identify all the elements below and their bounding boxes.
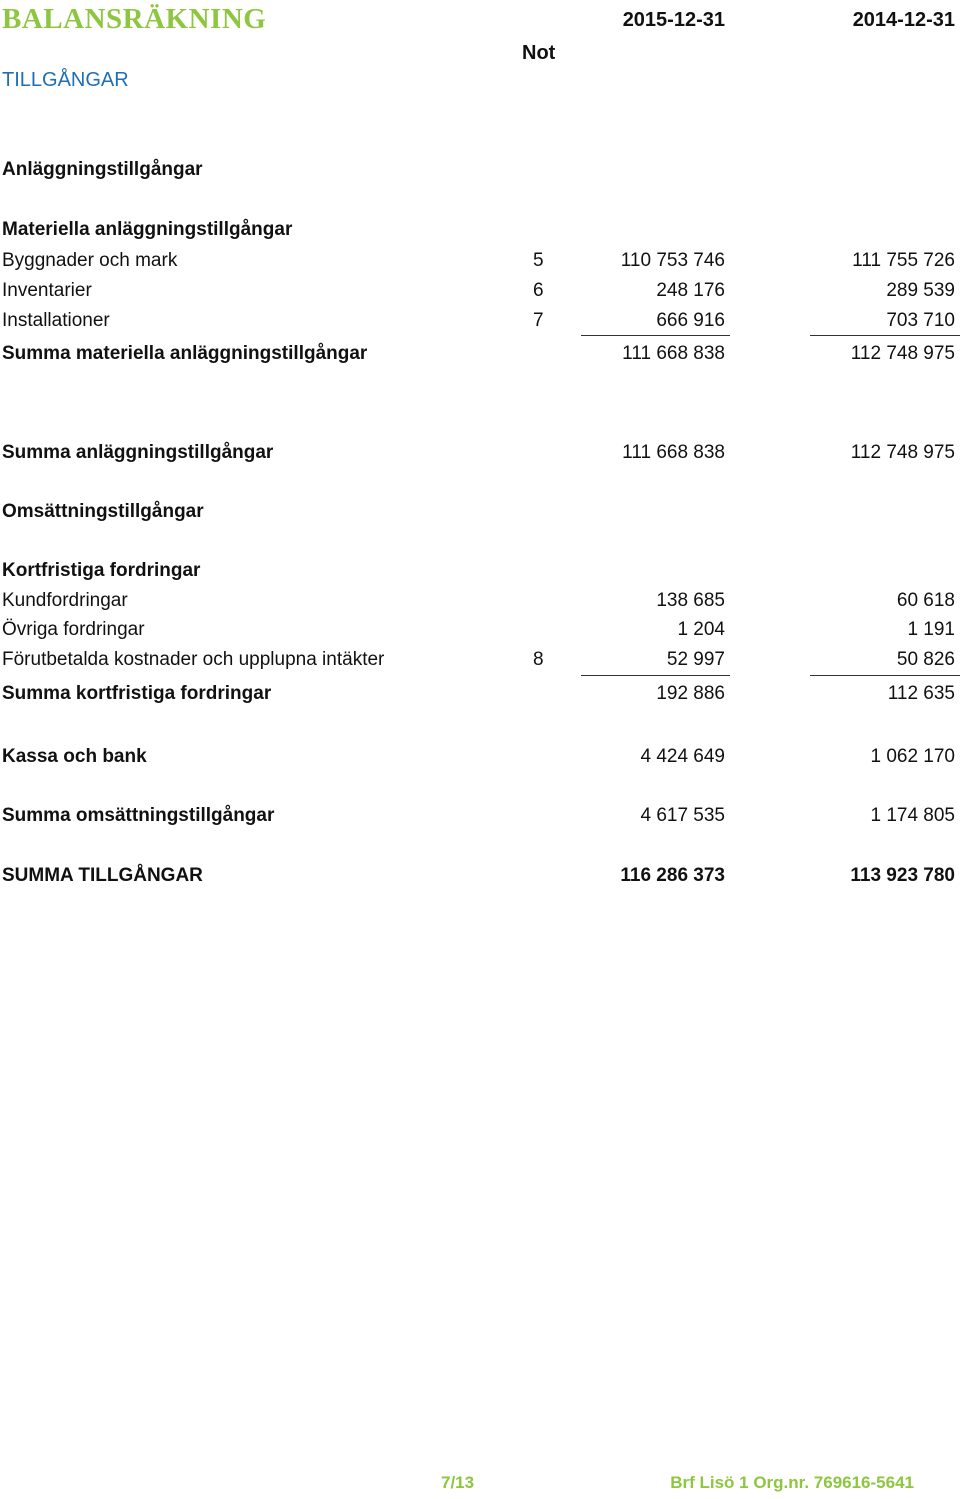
row-label: Installationer [2,310,110,331]
row-label: Kassa och bank [2,746,147,767]
row-note: 5 [533,250,544,271]
table-row [0,560,960,586]
row-label: SUMMA TILLGÅNGAR [2,865,203,886]
row-value-2015: 1 204 [677,619,725,640]
row-label: Kortfristiga fordringar [2,560,201,581]
column-header-2014: 2014-12-31 [852,9,955,31]
table-row [0,501,960,527]
table-row [0,159,960,185]
row-value-2015: 192 886 [656,683,725,704]
row-value-2015: 4 617 535 [640,805,725,826]
row-label: Anläggningstillgångar [2,159,203,180]
row-value-2015: 666 916 [656,310,725,331]
row-value-2015: 52 997 [666,649,725,670]
organization-info: Brf Lisö 1 Org.nr. 769616-5641 [670,1473,914,1492]
row-note: 6 [533,280,544,301]
table-row [0,746,960,772]
table-row [0,619,960,645]
table-row [0,683,960,709]
row-value-2015: 138 685 [656,590,725,611]
row-value-2014: 1 174 805 [870,805,955,826]
row-value-2015: 110 753 746 [620,250,725,271]
table-row [0,649,960,675]
row-label: Summa materiella anläggningstillgångar [2,343,368,364]
row-label: Inventarier [2,280,92,301]
row-value-2014: 111 755 726 [852,250,955,271]
row-value-2015: 248 176 [656,280,725,301]
row-label: Summa omsättningstillgångar [2,805,275,826]
row-value-2014: 289 539 [886,280,955,301]
row-label: Materiella anläggningstillgångar [2,219,293,240]
row-value-2014: 60 618 [896,590,955,611]
row-value-2015: 111 668 838 [622,343,725,364]
row-value-2014: 112 748 975 [850,442,955,463]
table-row [0,250,960,276]
row-note: 7 [533,310,544,331]
table-row [0,442,960,468]
row-value-2014: 112 635 [887,683,955,704]
column-header-2015: 2015-12-31 [622,9,725,31]
table-row-total [0,865,960,891]
sum-underline [810,675,960,676]
page-number: 7/13 [441,1473,475,1492]
row-value-2014: 112 748 975 [850,343,955,364]
row-note: 8 [533,649,544,670]
row-value-2014: 113 923 780 [850,865,955,886]
section-title-tillgangar: TILLGÅNGAR [2,69,129,91]
row-label: Omsättningstillgångar [2,501,204,522]
row-value-2015: 111 668 838 [622,442,725,463]
row-value-2014: 1 191 [907,619,955,640]
row-value-2015: 4 424 649 [640,746,725,767]
row-label: Byggnader och mark [2,250,178,271]
row-label: Kundfordringar [2,590,128,611]
sum-underline [810,335,960,336]
table-row [0,310,960,336]
row-value-2014: 1 062 170 [870,746,955,767]
table-row [0,590,960,616]
sum-underline [581,675,730,676]
row-value-2014: 50 826 [896,649,955,670]
row-value-2015: 116 286 373 [620,865,725,886]
row-label: Summa kortfristiga fordringar [2,683,272,704]
sum-underline [581,335,730,336]
table-row [0,805,960,831]
table-row [0,280,960,306]
row-label: Övriga fordringar [2,619,145,640]
row-label: Förutbetalda kostnader och upplupna intäkter [2,649,385,670]
table-row [0,343,960,369]
row-value-2014: 703 710 [886,310,955,331]
page-title: BALANSRÄKNING [2,3,267,35]
row-label: Summa anläggningstillgångar [2,442,274,463]
table-row [0,219,960,245]
column-header-note: Not [522,42,556,64]
